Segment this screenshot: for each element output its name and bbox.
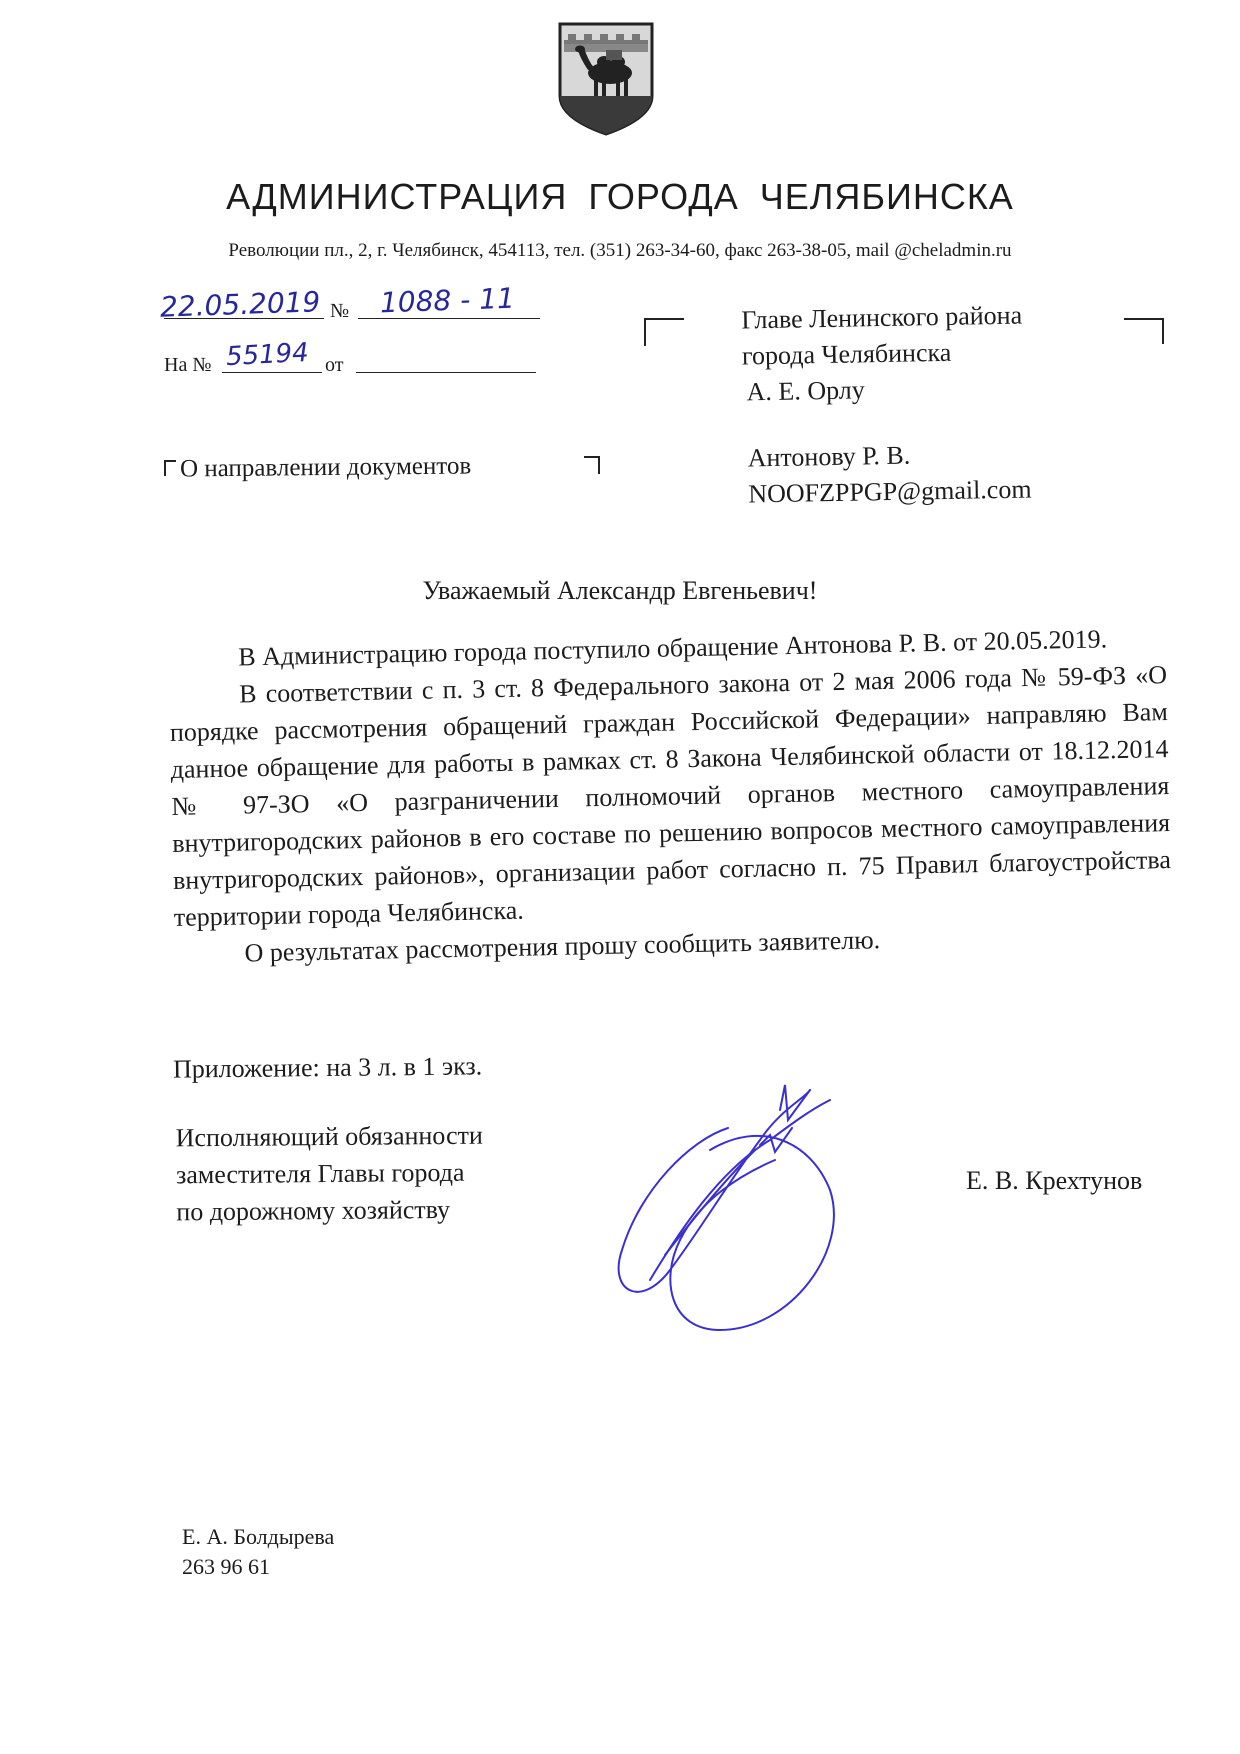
- executor: [182, 1522, 334, 1582]
- signer-position-line: по дорожному хозяйству: [176, 1194, 451, 1227]
- reference-from-label: от: [325, 354, 344, 376]
- attachment-note: Приложение: на 3 л. в 1 экз.: [172, 1051, 483, 1084]
- registration-number: 1088 - 11: [379, 281, 516, 320]
- registration-date: 22.05.2019: [159, 285, 321, 324]
- body-paragraph: В соответствии с п. 3 ст. 8 Федерального закона от 2 мая 2006 года № 59-ФЗ «О порядке рассмотрения обращений граждан Российской Федерации» направляю Вам данное обращение для работы в рамках ст. 8 Закона Челябинской области от 18.12.2014 № 97-ЗО «О разграничении полномочий органов местного самоуправления внутригородских районов в его составе по решению вопросов местного самоуправления внутригородских районов», организации работ согласно п. 75 Правил благоустройства территории города Челябинска.: [169, 660, 1172, 932]
- addressee-line: города Челябинска: [741, 337, 952, 371]
- addressee-copy-line: NOOFZPPGP@gmail.com: [748, 474, 1032, 509]
- reference-label: На №: [164, 354, 212, 376]
- reference-underline: [222, 372, 322, 373]
- reference-date-underline: [356, 372, 536, 373]
- executor-name: Е. А. Болдырева: [182, 1524, 335, 1549]
- subject-corner-right: [584, 456, 600, 474]
- addressee-corner-right: [1124, 318, 1164, 344]
- body-paragraph: О результатах рассмотрения прошу сообщить заявителю.: [244, 925, 881, 968]
- addressee-line: Главе Ленинского района: [741, 300, 1023, 335]
- organization-address: Революции пл., 2, г. Челябинск, 454113, тел. (351) 263-34-60, факс 263-38-05, mail @cheladmin.ru: [228, 240, 1012, 261]
- signer-position: [176, 1117, 484, 1231]
- reference-number: 55194: [225, 337, 310, 373]
- signer-position-line: заместителя Главы города: [175, 1157, 465, 1190]
- subject-corner-left: [164, 460, 176, 476]
- greeting: Уважаемый Александр Евгеньевич!: [422, 576, 818, 605]
- addressee: [741, 298, 1024, 411]
- letter-subject: О направлении документов: [179, 452, 472, 483]
- organization-title: АДМИНИСТРАЦИЯ ГОРОДА ЧЕЛЯБИНСКА: [226, 176, 1014, 217]
- addressee-copy-line: Антонову Р. В.: [747, 440, 911, 473]
- addressee-line: А. Е. Орлу: [746, 375, 865, 407]
- handwritten-signature: [610, 1080, 870, 1340]
- coat-of-arms-icon: [554, 18, 658, 136]
- signer-position-line: Исполняющий обязанности: [175, 1120, 483, 1153]
- addressee-corner-left: [644, 318, 684, 346]
- letter-body: [168, 619, 1173, 973]
- body-paragraph: В Администрацию города поступило обращение Антонова Р. В. от 20.05.2019.: [238, 624, 1108, 672]
- addressee-copy: [747, 436, 1031, 513]
- number-label: №: [330, 300, 350, 322]
- executor-phone: 263 96 61: [182, 1554, 270, 1579]
- signer-name: Е. В. Крехтунов: [966, 1166, 1143, 1195]
